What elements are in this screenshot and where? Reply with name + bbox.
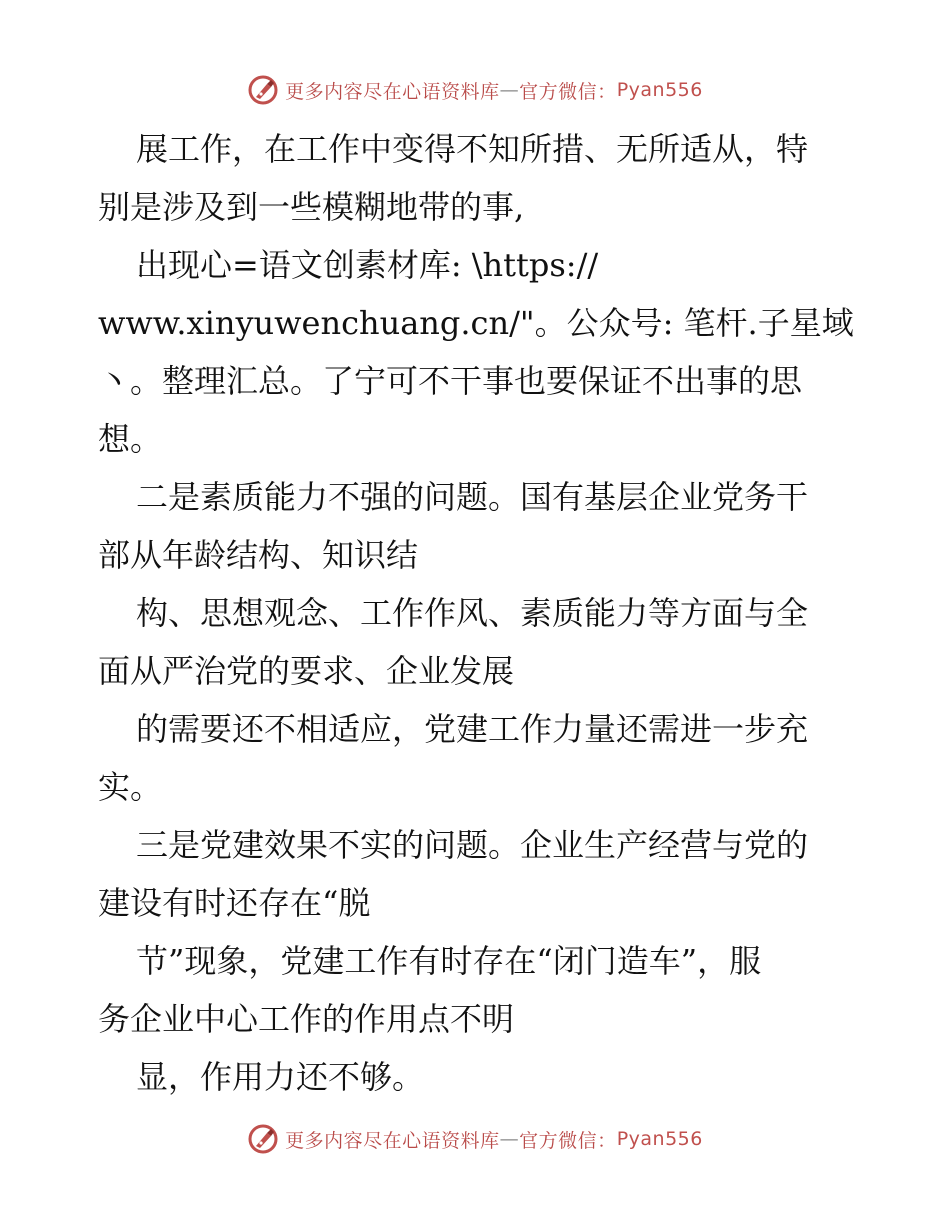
text-line: 显，作用力还不够。 bbox=[136, 1058, 425, 1096]
watermark-separator: — bbox=[499, 1128, 520, 1150]
watermark-label: 官方微信： bbox=[519, 80, 617, 103]
header-watermark bbox=[0, 70, 950, 110]
text-line: 务企业中心工作的作用点不明 bbox=[98, 1000, 515, 1038]
text-line: www.xinyuwenchuang.cn/"。公众号: 笔杆.子星域 bbox=[98, 304, 854, 342]
watermark-account: Pyan556 bbox=[616, 79, 703, 101]
watermark-text: 更多内容尽在心语资料库 bbox=[285, 80, 500, 103]
pen-nib-circle-icon bbox=[247, 1123, 279, 1155]
text-line: 面从严治党的要求、企业发展 bbox=[98, 652, 515, 690]
text-line: 别是涉及到一些模糊地带的事, bbox=[98, 188, 525, 226]
text-line: 丶。整理汇总。了宁可不干事也要保证不出事的思 bbox=[98, 362, 803, 400]
text-line: 三是党建效果不实的问题。企业生产经营与党的 bbox=[136, 826, 809, 864]
text-line: 想。 bbox=[98, 420, 163, 458]
text-line: 构、思想观念、工作作风、素质能力等方面与全 bbox=[136, 594, 809, 632]
watermark-separator: — bbox=[499, 79, 520, 101]
document-body bbox=[98, 120, 858, 1106]
footer-watermark bbox=[0, 1119, 950, 1159]
text-line: 出现心=语文创素材库: \https:// bbox=[136, 246, 599, 284]
text-line: 实。 bbox=[98, 768, 163, 806]
text-line: 节”现象，党建工作有时存在“闭门造车”，服 bbox=[136, 942, 762, 980]
text-line: 二是素质能力不强的问题。国有基层企业党务干 bbox=[136, 478, 809, 516]
watermark-label: 官方微信： bbox=[519, 1129, 617, 1152]
text-line: 展工作，在工作中变得不知所措、无所适从，特 bbox=[136, 130, 809, 168]
text-line: 的需要还不相适应，党建工作力量还需进一步充 bbox=[136, 710, 809, 748]
watermark-account: Pyan556 bbox=[616, 1128, 703, 1150]
text-line: 部从年龄结构、知识结 bbox=[98, 536, 419, 574]
watermark-text: 更多内容尽在心语资料库 bbox=[285, 1129, 500, 1152]
text-line: 建设有时还存在“脱 bbox=[98, 884, 371, 922]
pen-nib-circle-icon bbox=[247, 74, 279, 106]
